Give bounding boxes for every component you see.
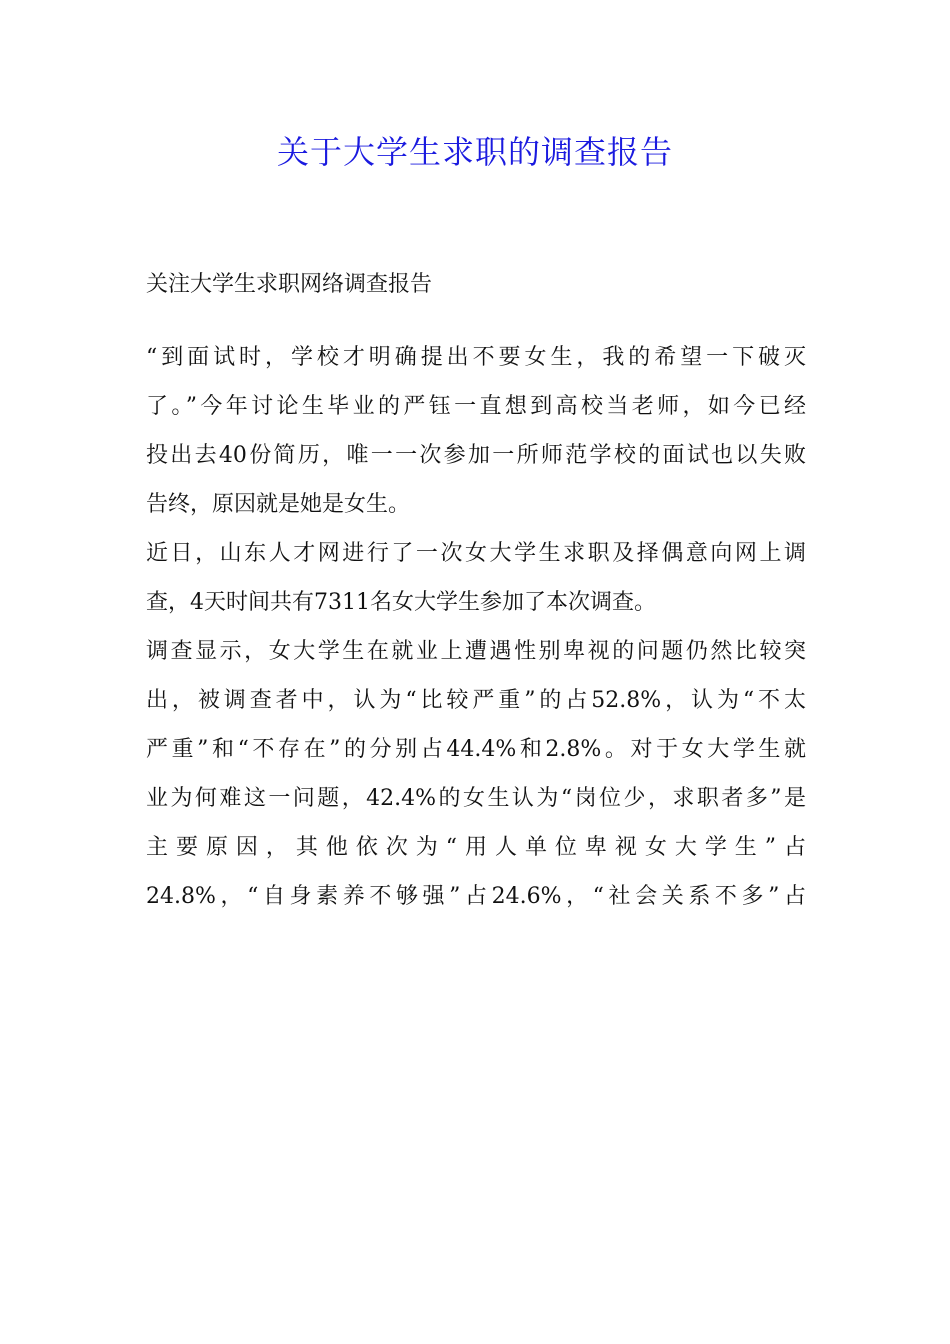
document-title: 关于大学生求职的调查报告 [276, 133, 673, 171]
paragraph-line: 了。”今年讨论生毕业的严钰一直想到高校当老师，如今已经 [146, 394, 806, 419]
paragraph-line: 24.8%，“自身素养不够强”占24.6%，“社会关系不多”占 [146, 884, 806, 909]
paragraph-line: 调查显示，女大学生在就业上遭遇性别卑视的问题仍然比较突 [146, 639, 806, 664]
paragraph-line: 主要原因，其他依次为“用人单位卑视女大学生”占 [146, 835, 806, 860]
paragraph-line: 严重”和“不存在”的分别占44.4%和2.8%。对于女大学生就 [146, 737, 806, 762]
paragraph-line: 查，4天时间共有7311名女大学生参加了本次调查。 [146, 590, 656, 615]
paragraph-line: “到面试时，学校才明确提出不要女生，我的希望一下破灭 [146, 345, 806, 370]
paragraph-line: 近日，山东人才网进行了一次女大学生求职及择偶意向网上调 [146, 541, 806, 566]
document-subtitle: 关注大学生求职网络调查报告 [146, 272, 433, 297]
paragraph-line: 出，被调查者中，认为“比较严重”的占52.8%，认为“不太 [146, 688, 806, 713]
paragraph-line: 告终，原因就是她是女生。 [146, 492, 411, 517]
paragraph-line: 投出去40份简历，唯一一次参加一所师范学校的面试也以失败 [146, 443, 806, 468]
document-body [146, 260, 806, 921]
paragraph-line: 业为何难这一问题，42.4%的女生认为“岗位少，求职者多”是 [146, 786, 806, 811]
